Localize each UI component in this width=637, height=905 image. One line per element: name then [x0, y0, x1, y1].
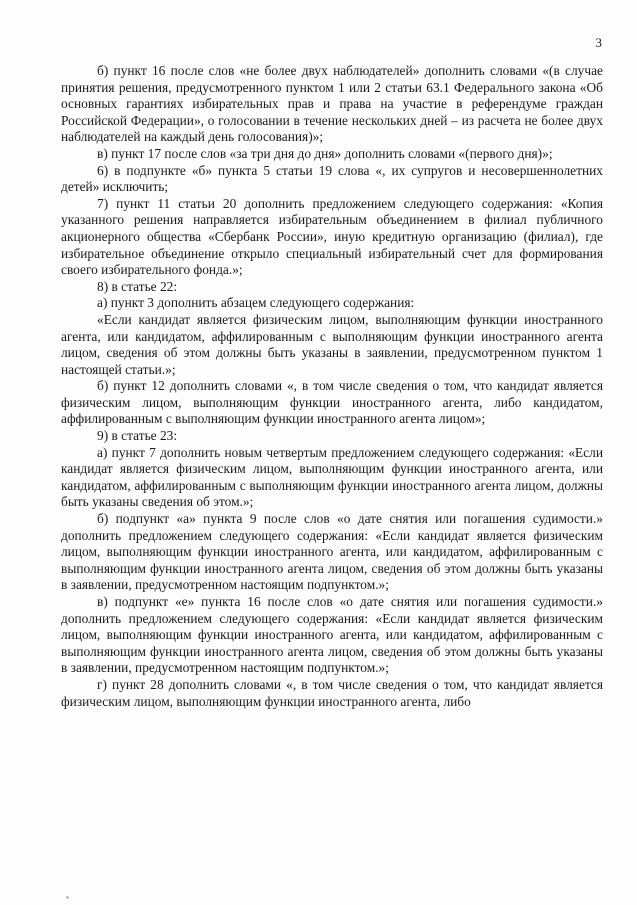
paragraph-11: б) подпункт «а» пункта 9 после слов «о дате снятия или погашения судимости.» дополнить предложением следующего содержания: «Если кандидат является физическим лицом, выполняющим функции иностранного агента, или кандидатом, аффилированным с выполняющим функции иностранного агента лицом, сведения об этом должны быть указаны в заявлении, предусмотренном настоящим подпунктом.»;: [61, 511, 603, 593]
paragraph-12: в) подпункт «е» пункта 16 после слов «о дате снятия или погашения судимости.» дополнить предложением следующего содержания: «Если кандидат является физическим лицом, выполняющим функции иностранного агента, или кандидатом, аффилированным с выполняющим функции иностранного агента лицом, сведения об этом должны быть указаны в заявлении, предусмотренном настоящим подпунктом.»;: [61, 594, 603, 676]
paragraph-10: а) пункт 7 дополнить новым четвертым предложением следующего содержания: «Если кандидат является физическим лицом, выполняющим функции иностранного агента, или кандидатом, аффилированным с выполняющим функции иностранного агента лицом, должны быть указаны сведения об этом.»;: [61, 444, 603, 510]
paragraph-3: 6) в подпункте «б» пункта 5 статьи 19 слова «, их супругов и несовершеннолетних детей» исключить;: [61, 162, 603, 195]
paragraph-13: г) пункт 28 дополнить словами «, в том числе сведения о том, что кандидат является физическим лицом, выполняющим функции иностранного агента, либо: [61, 676, 603, 709]
paragraph-7: «Если кандидат является физическим лицом, выполняющим функции иностранного агента, или кандидатом, аффилированным с выполняющим функции иностранного агента лицом, сведения об этом должны быть указаны в заявлении, предусмотренном пунктом 1 настоящей статьи.»;: [61, 311, 603, 377]
scan-mark: [66, 896, 69, 899]
paragraph-2: в) пункт 17 после слов «за три дня до дня» дополнить словами «(первого дня)»;: [97, 145, 553, 161]
paragraph-8: б) пункт 12 дополнить словами «, в том числе сведения о том, что кандидат является физическим лицом, выполняющим функции иностранного агента, либо кандидатом, аффилированным с выполняющим функции иностранного агента лицом»;: [61, 378, 603, 427]
paragraph-6: а) пункт 3 дополнить абзацем следующего содержания:: [97, 295, 415, 311]
paragraph-9: 9) в статье 23:: [97, 428, 178, 444]
document-body: [61, 63, 603, 710]
paragraph-4: 7) пункт 11 статьи 20 дополнить предложением следующего содержания: «Копия указанного решения направляется избирательным объединением в филиал публичного акционерного общества «Сбербанк России», иную кредитную организацию (филиал), где избирательное объединение открыло специальный избирательный счет для формирования своего избирательного фонда.»;: [61, 195, 603, 278]
paragraph-1: б) пункт 16 после слов «не более двух наблюдателей» дополнить словами «(в случае принятия решения, предусмотренного пунктом 1 или 2 статьи 63.1 Федерального закона «Об основных гарантиях избирательных прав и права на участие в референдуме граждан Российской Федерации», о голосовании в течение нескольких дней – из расчета не более двух наблюдателей на каждый день голосования)»;: [61, 63, 603, 145]
paragraph-5: 8) в статье 22:: [97, 278, 178, 294]
page-number: 3: [595, 35, 602, 50]
